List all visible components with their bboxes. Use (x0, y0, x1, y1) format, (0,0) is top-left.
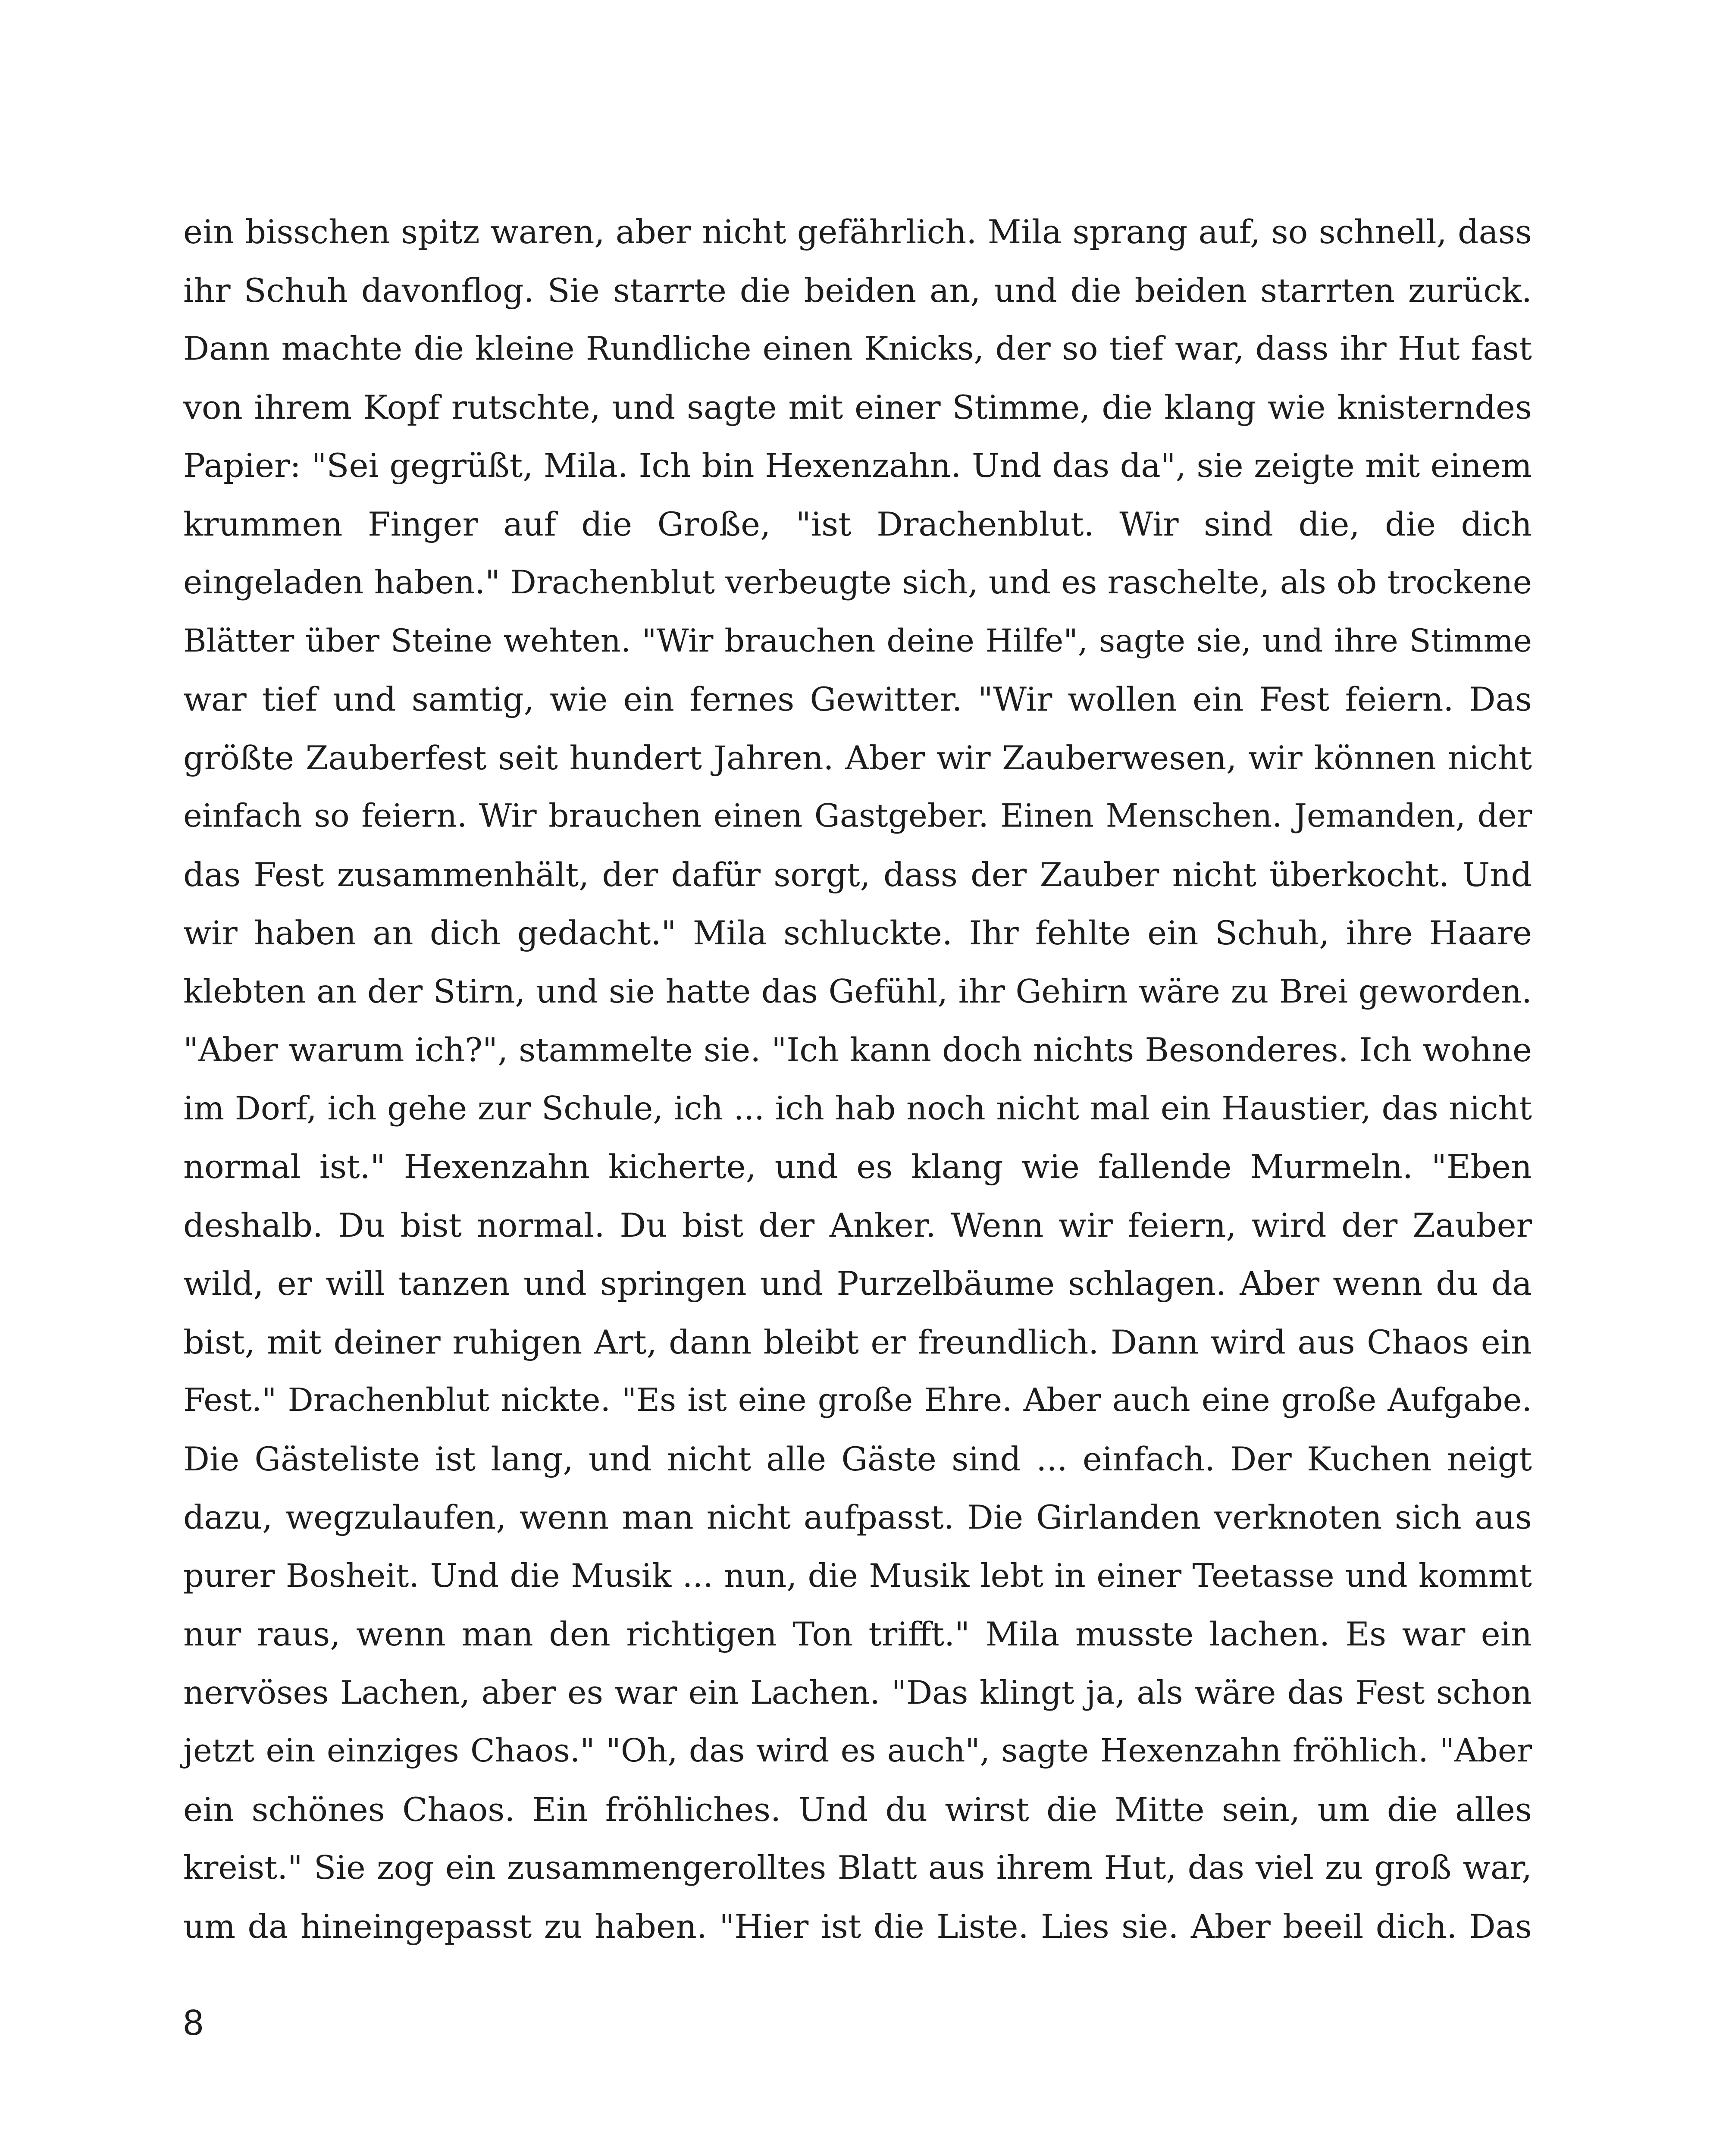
text-line: krummen Finger auf die Große, "ist Drachenblut. Wir sind die, die dich (183, 505, 1532, 543)
text-line: dazu, wegzulaufen, wenn man nicht aufpasst. Die Girlanden verknoten sich aus (183, 1498, 1532, 1536)
text-line: das Fest zusammenhält, der dafür sorgt, dass der Zauber nicht überkocht. Und (183, 855, 1532, 894)
text-line: purer Bosheit. Und die Musik ... nun, die Musik lebt in einer Teetasse und kommt (183, 1556, 1532, 1595)
text-line: Dann machte die kleine Rundliche einen Knicks, der so tief war, dass ihr Hut fast (183, 329, 1532, 367)
page-number: 8 (183, 2002, 204, 2043)
text-line: ihr Schuh davonflog. Sie starrte die beiden an, und die beiden starrten zurück. (183, 271, 1532, 310)
text-line: war tief und samtig, wie ein fernes Gewitter. "Wir wollen ein Fest feiern. Das (183, 680, 1532, 718)
text-line: normal ist." Hexenzahn kicherte, und es klang wie fallende Murmeln. "Eben (183, 1147, 1532, 1186)
text-line: Blätter über Steine wehten. "Wir brauchen deine Hilfe", sagte sie, und ihre Stimme (183, 622, 1532, 659)
text-line: jetzt ein einziges Chaos." "Oh, das wird es auch", sagte Hexenzahn fröhlich. "Aber (183, 1732, 1532, 1769)
text-line: deshalb. Du bist normal. Du bist der Anker. Wenn wir feiern, wird der Zauber (183, 1206, 1532, 1244)
text-line: wild, er will tanzen und springen und Purzelbäume schlagen. Aber wenn du da (183, 1264, 1532, 1303)
text-line: ein bisschen spitz waren, aber nicht gefährlich. Mila sprang auf, so schnell, dass (183, 213, 1532, 251)
body-text (183, 203, 1532, 1955)
text-line: bist, mit deiner ruhigen Art, dann bleibt er freundlich. Dann wird aus Chaos ein (183, 1322, 1532, 1361)
text-line: kreist." Sie zog ein zusammengerolltes Blatt aus ihrem Hut, das viel zu groß war, (183, 1849, 1532, 1887)
text-line: klebten an der Stirn, und sie hatte das Gefühl, ihr Gehirn wäre zu Brei geworden. (183, 972, 1532, 1010)
text-line: nervöses Lachen, aber es war ein Lachen. "Das klingt ja, als wäre das Fest schon (183, 1673, 1532, 1711)
text-line: ein schönes Chaos. Ein fröhliches. Und du wirst die Mitte sein, um die alles (183, 1790, 1532, 1829)
text-line: im Dorf, ich gehe zur Schule, ich ... ich hab noch nicht mal ein Haustier, das nicht (183, 1089, 1532, 1127)
text-line: Papier: "Sei gegrüßt, Mila. Ich bin Hexenzahn. Und das da", sie zeigte mit einem (183, 446, 1532, 485)
text-line: wir haben an dich gedacht." Mila schluckte. Ihr fehlte ein Schuh, ihre Haare (183, 914, 1532, 952)
text-line: nur raus, wenn man den richtigen Ton trifft." Mila musste lachen. Es war ein (183, 1615, 1532, 1653)
text-line: größte Zauberfest seit hundert Jahren. Aber wir Zauberwesen, wir können nicht (183, 738, 1532, 777)
text-line: Die Gästeliste ist lang, und nicht alle Gäste sind ... einfach. Der Kuchen neigt (183, 1439, 1532, 1478)
text-line: Fest." Drachenblut nickte. "Es ist eine große Ehre. Aber auch eine große Aufgabe. (183, 1382, 1532, 1419)
text-line: um da hineingepasst zu haben. "Hier ist die Liste. Lies sie. Aber beeil dich. Das (183, 1907, 1532, 1946)
text-line: eingeladen haben." Drachenblut verbeugte sich, und es raschelte, als ob trockene (183, 563, 1532, 601)
text-line: einfach so feiern. Wir brauchen einen Gastgeber. Einen Menschen. Jemanden, der (183, 797, 1532, 834)
text-line: "Aber warum ich?", stammelte sie. "Ich kann doch nichts Besonderes. Ich wohne (183, 1031, 1532, 1069)
text-line: von ihrem Kopf rutschte, und sagte mit einer Stimme, die klang wie knisterndes (183, 388, 1532, 426)
